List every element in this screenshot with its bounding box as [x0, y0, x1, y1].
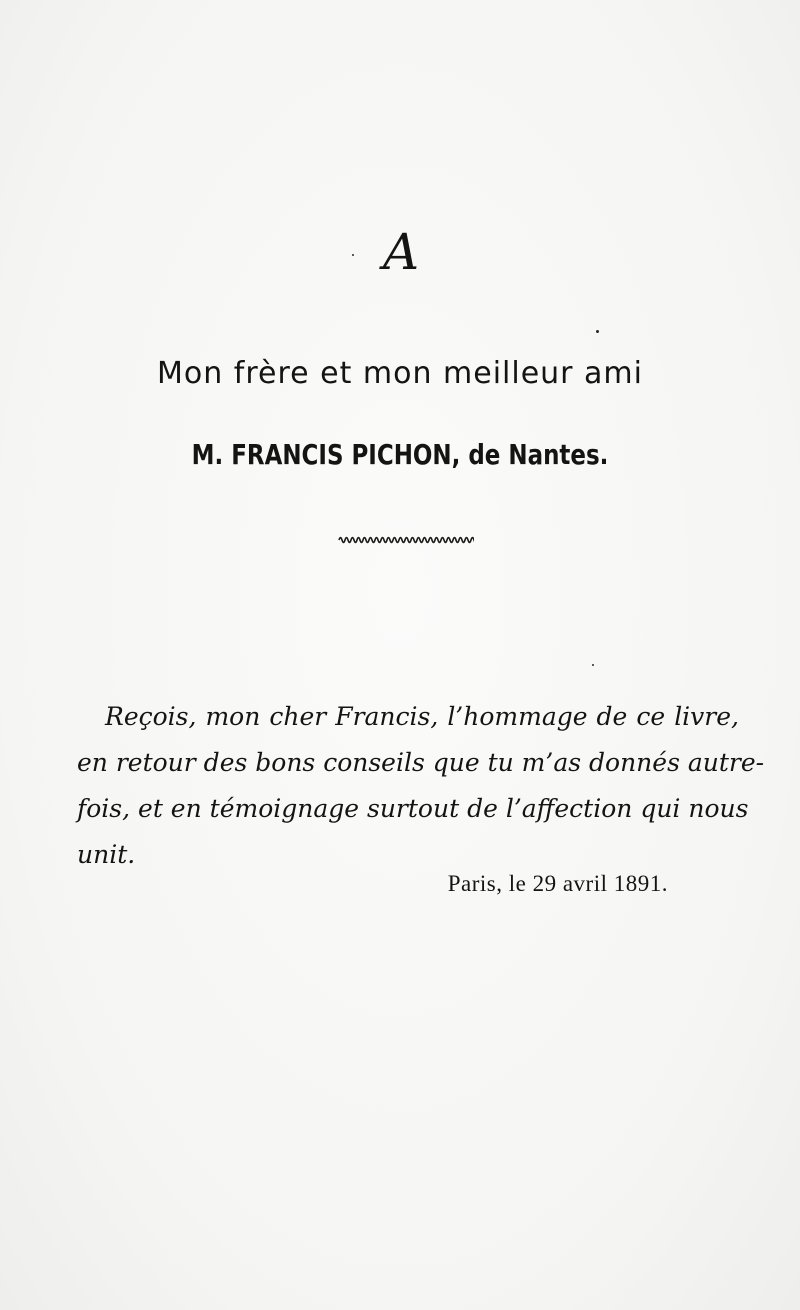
- message-line: fois, et en témoignage surtout de l’affection qui nous: [77, 794, 749, 823]
- message-line: en retour des bons conseils que tu m’as donnés autre-: [77, 748, 765, 777]
- print-speck: [592, 664, 594, 666]
- dedication-intro-line: Mon frère et mon meilleur ami: [156, 356, 643, 391]
- dedication-recipient: M. FRANCIS PICHON, de Nantes.: [191, 438, 609, 471]
- dedication-message: [77, 694, 765, 878]
- print-speck: [596, 330, 599, 333]
- message-line: unit.: [77, 840, 136, 869]
- message-line: Reçois, mon cher Francis, l’hommage de ce livre,: [105, 702, 739, 731]
- wavy-rule-ornament: [338, 533, 474, 547]
- print-speck: [352, 254, 354, 256]
- place-and-date: Paris, le 29 avril 1891.: [447, 871, 668, 896]
- dedication-heading: A: [382, 223, 418, 281]
